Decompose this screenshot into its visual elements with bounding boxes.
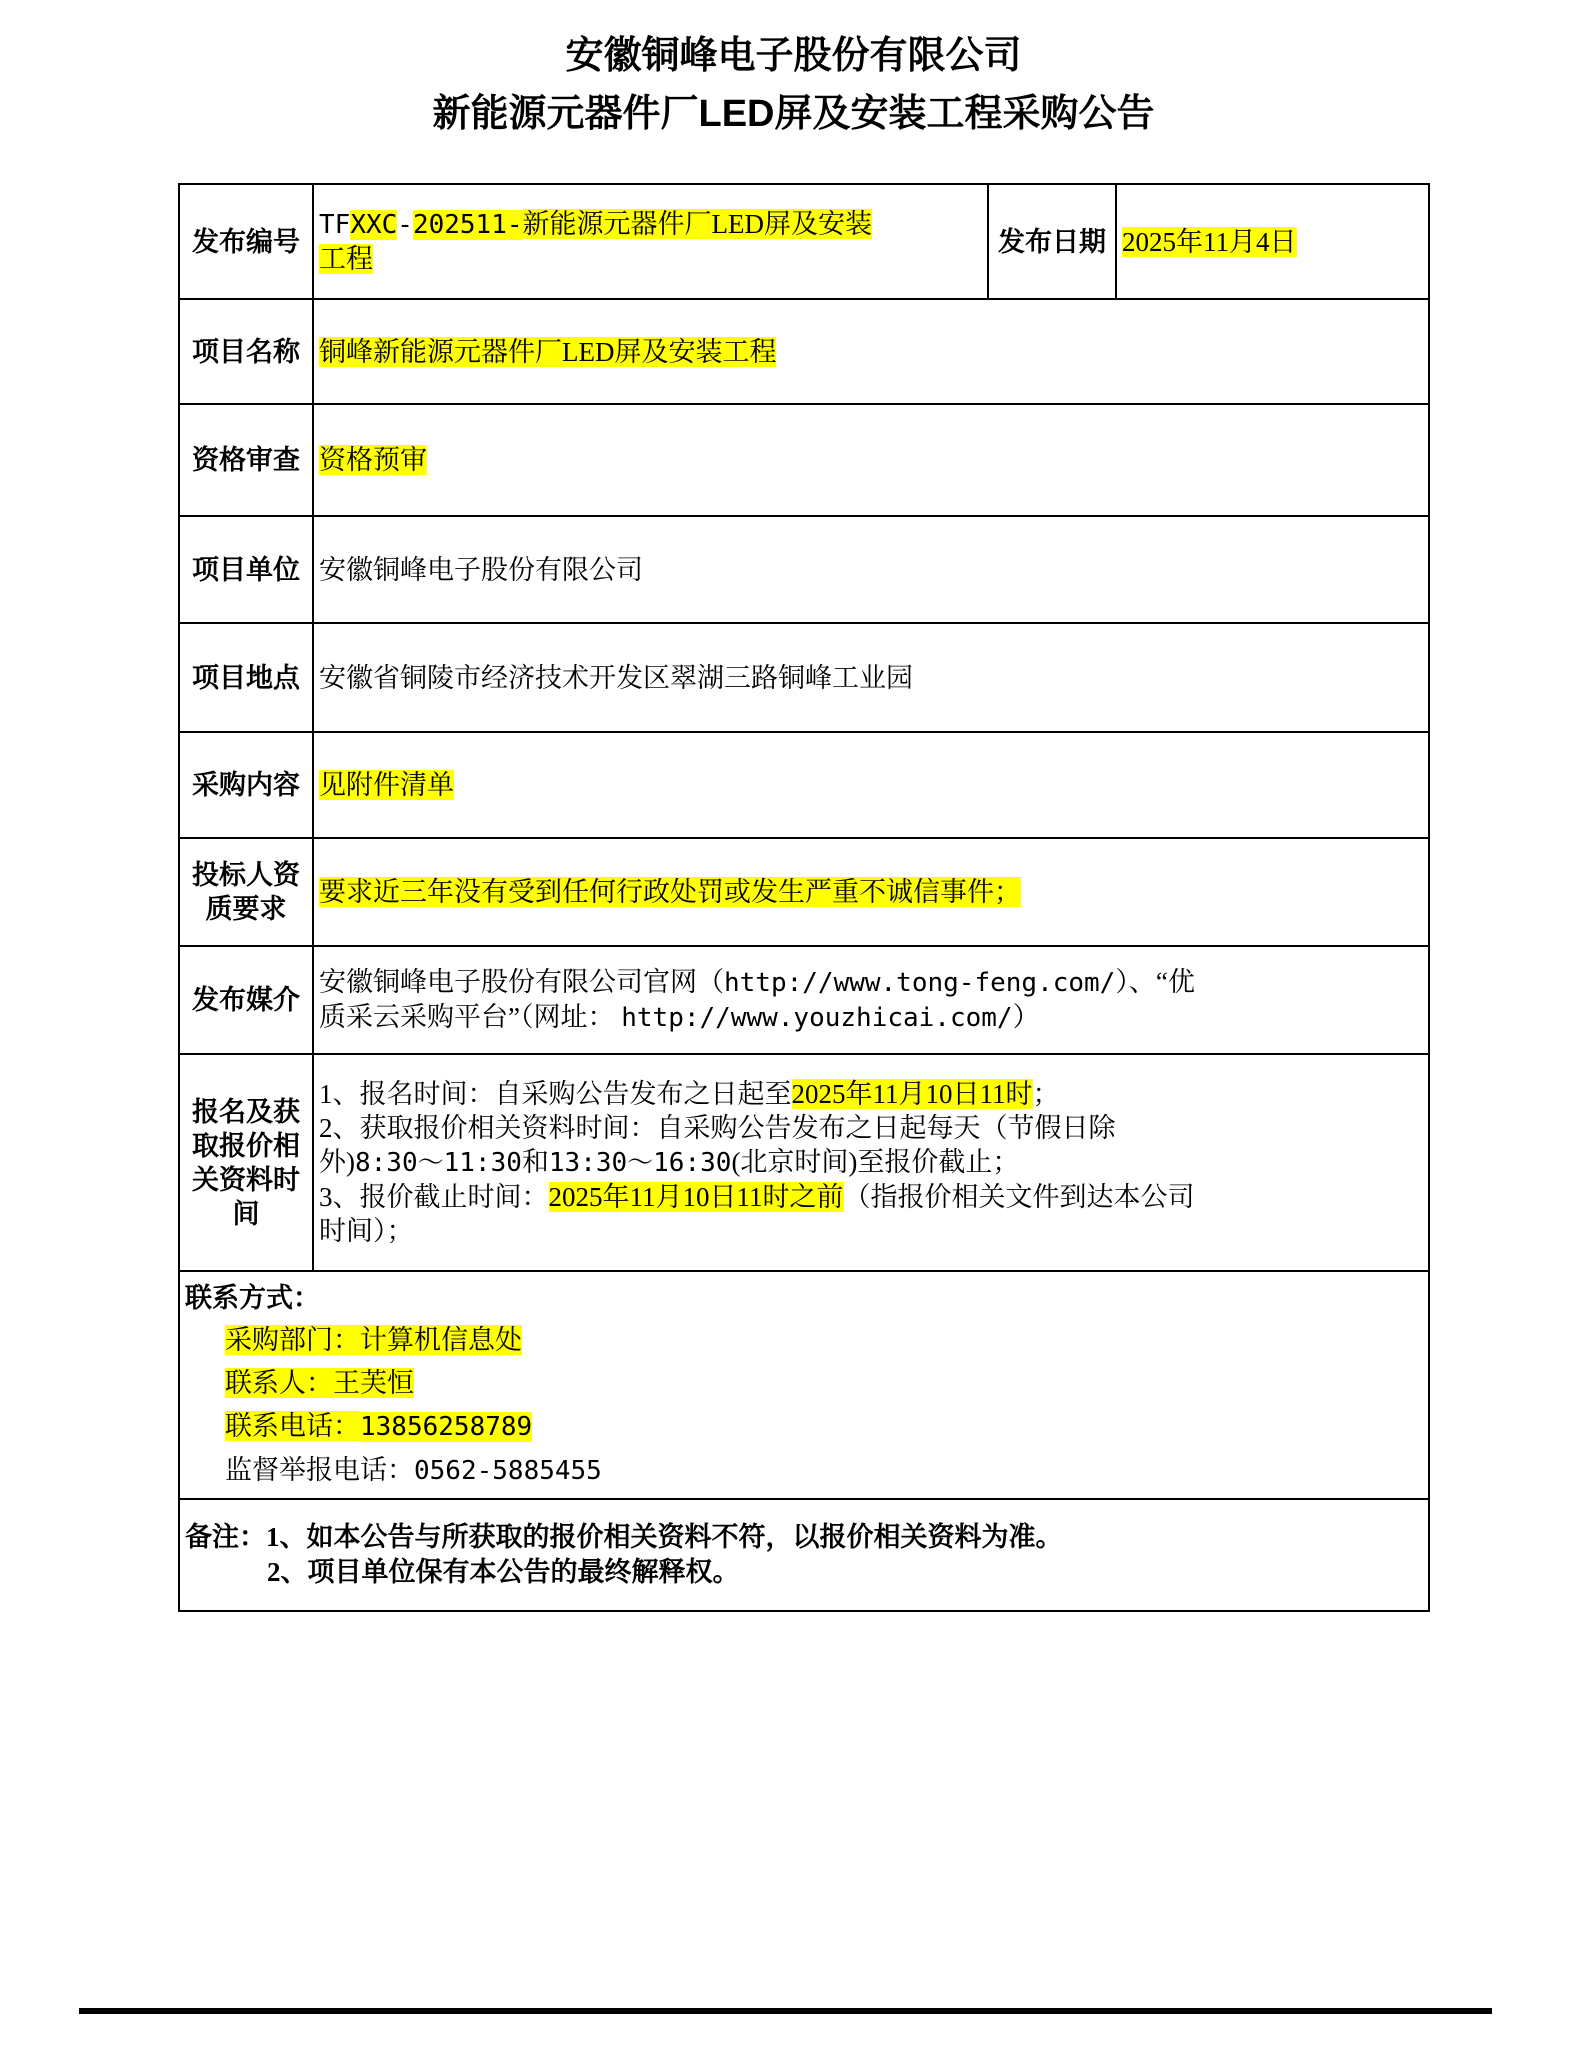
text-line: [185, 1520, 1423, 1555]
remark-cell: [179, 1499, 1429, 1611]
text-segment: 监督举报电话：: [225, 1455, 414, 1485]
text-line: [319, 1000, 1423, 1035]
text-line: [319, 1111, 1423, 1145]
text-line: [225, 1451, 1423, 1491]
text-segment: 8:30～11:30: [355, 1148, 522, 1178]
table-row: [179, 732, 1429, 838]
publish-date-value: [1116, 184, 1429, 299]
row-label-cell: 报名及获取报价相关资料时间: [179, 1054, 313, 1271]
text-line: [319, 661, 1423, 695]
highlighted-text-segment: 2025年11月4日: [1122, 226, 1297, 257]
highlighted-text-segment: 铜峰新能源元器件厂LED屏及安装工程: [319, 336, 777, 367]
table-row: [179, 623, 1429, 732]
text-line: [319, 1214, 1423, 1248]
table-row-remark: [179, 1499, 1429, 1611]
text-segment: 安徽铜峰电子股份有限公司官网（: [319, 967, 724, 997]
table-row-publish-no: [179, 184, 1429, 299]
row-label-cell: 项目名称: [179, 299, 313, 404]
contact-heading: 联系方式：: [185, 1283, 320, 1313]
text-segment: 质采云采购平台”（网址：: [319, 1002, 622, 1032]
text-segment: 外): [319, 1147, 355, 1177]
row-value-cell: [313, 404, 1429, 516]
row-value-cell: [313, 516, 1429, 623]
text-segment: ）、“优: [1115, 967, 1195, 997]
highlighted-text-segment: 2025年11月10日11时: [791, 1079, 1033, 1109]
text-segment: 安徽铜峰电子股份有限公司: [319, 554, 643, 585]
text-segment: 和: [521, 1147, 549, 1177]
row-value-cell: [313, 732, 1429, 838]
text-line: [319, 768, 1423, 802]
text-line: [319, 553, 1423, 587]
row-value-cell: [313, 299, 1429, 404]
text-line: [319, 335, 1423, 369]
row-label-cell: 发布媒介: [179, 946, 313, 1054]
text-segment: TF: [319, 210, 351, 240]
row-value-cell: [313, 838, 1429, 946]
highlighted-text-segment: XXC: [350, 210, 398, 240]
highlighted-text-segment: 202511-: [412, 210, 523, 240]
highlighted-text-segment: 2025年11月10日11时之前: [548, 1182, 844, 1212]
row-label-cell: 项目单位: [179, 516, 313, 623]
text-segment: 2、项目单位保有本公告的最终解释权。: [267, 1557, 740, 1587]
text-segment: 2、获取报价相关资料时间：自采购公告发布之日起每天（节假日除: [319, 1113, 1116, 1143]
table-row: [179, 516, 1429, 623]
text-segment: http://www.youzhicai.com/: [621, 1003, 1013, 1033]
text-line: [319, 242, 982, 276]
table-row: [179, 299, 1429, 404]
text-segment: 安徽省铜陵市经济技术开发区翠湖三路铜峰工业园: [319, 662, 913, 693]
row-label-cell: 采购内容: [179, 732, 313, 838]
page-footer-divider: [79, 2008, 1492, 2014]
text-segment: （指报价相关文件到达本公司: [843, 1182, 1195, 1212]
document-title-notice: 新能源元器件厂LED屏及安装工程采购公告: [432, 93, 1155, 135]
publish-date-label: 发布日期: [988, 184, 1116, 299]
text-line: [319, 1077, 1423, 1111]
text-segment: http://www.tong-feng.com/: [724, 968, 1116, 998]
highlighted-text-segment: 联系电话：: [225, 1411, 360, 1441]
table-row: [179, 404, 1429, 516]
text-segment: 0562-5885455: [414, 1456, 602, 1486]
table-row: [179, 1054, 1429, 1271]
text-line: [225, 1321, 1423, 1360]
contact-lines: [185, 1321, 1423, 1491]
text-line: [319, 875, 1423, 909]
text-line: [319, 1145, 1423, 1180]
text-line: [319, 1180, 1423, 1214]
highlighted-text-segment: 采购部门：计算机信息处: [225, 1325, 522, 1355]
text-line: [225, 1364, 1423, 1403]
highlighted-text-segment: 要求近三年没有受到任何行政处罚或发生严重不诚信事件；: [319, 877, 1021, 907]
text-line: [225, 1407, 1423, 1447]
text-segment: -: [397, 210, 413, 240]
notice-table: [178, 183, 1430, 1612]
row-value-cell: [313, 946, 1429, 1054]
highlighted-text-segment: 资格预审: [319, 445, 427, 475]
table-row: [179, 946, 1429, 1054]
text-segment: 1、报名时间：自采购公告发布之日起至: [319, 1079, 792, 1109]
table-row: [179, 838, 1429, 946]
text-line: [267, 1555, 1423, 1590]
notice-table-body: [179, 184, 1429, 1611]
table-row-contact: [179, 1271, 1429, 1499]
text-segment: 时间）；: [319, 1216, 414, 1246]
text-line: [319, 207, 982, 242]
row-value-cell: [313, 1054, 1429, 1271]
text-line: [319, 965, 1423, 1000]
text-line: [1122, 225, 1423, 259]
text-segment: 备注：1、如本公告与所获取的报价相关资料不符，以报价相关资料为准。: [185, 1522, 1063, 1552]
row-label-cell: 投标人资质要求: [179, 838, 313, 946]
text-segment: ）: [1012, 1002, 1040, 1032]
text-segment: 3、报价截止时间：: [319, 1182, 549, 1212]
text-line: [319, 443, 1423, 477]
text-segment: 13:30～16:30: [548, 1148, 732, 1178]
row-label-cell: 资格审查: [179, 404, 313, 516]
text-segment: ；: [1032, 1079, 1060, 1109]
remark-lines: [185, 1520, 1423, 1590]
publish-no-value: [313, 184, 988, 299]
text-segment: (北京时间)至报价截止；: [731, 1147, 1020, 1177]
row-label-cell: 项目地点: [179, 623, 313, 732]
publish-no-label: 发布编号: [179, 184, 313, 299]
highlighted-text-segment: 工程: [319, 244, 373, 274]
contact-cell: [179, 1271, 1429, 1499]
document-title-company: 安徽铜峰电子股份有限公司: [565, 35, 1022, 77]
row-value-cell: [313, 623, 1429, 732]
highlighted-text-segment: 见附件清单: [319, 770, 454, 800]
highlighted-text-segment: 新能源元器件厂LED屏及安装: [522, 209, 872, 239]
highlighted-text-segment: 联系人：王芙恒: [225, 1368, 414, 1398]
highlighted-text-segment: 13856258789: [360, 1412, 533, 1442]
